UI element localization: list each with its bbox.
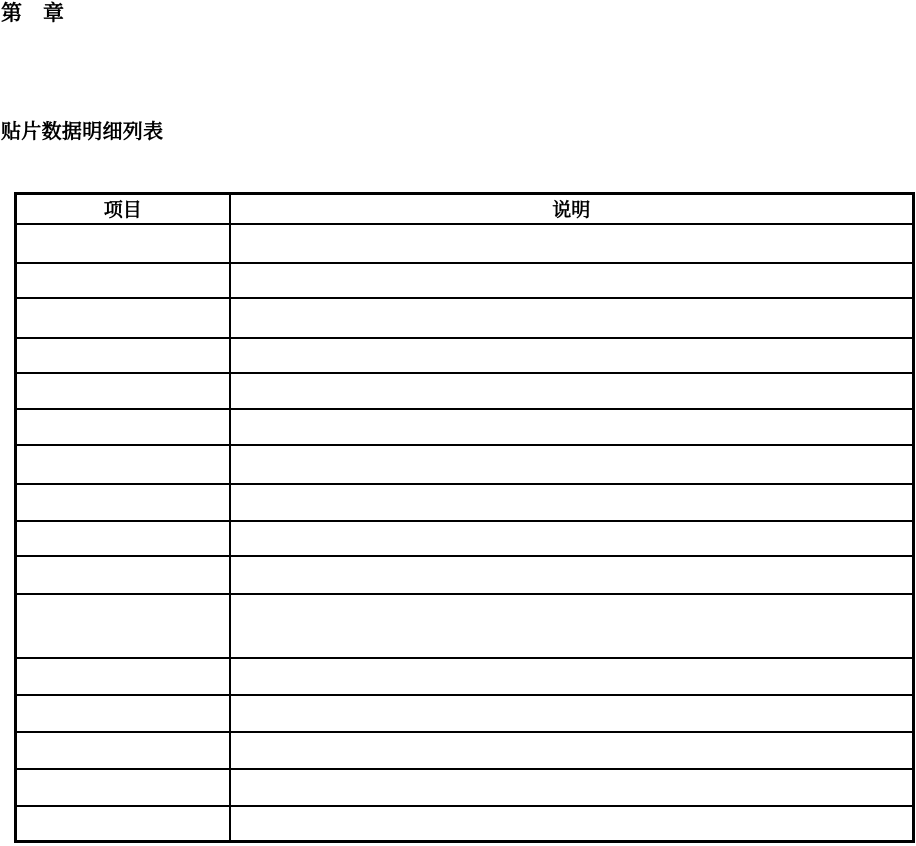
cell-description	[230, 263, 914, 298]
cell-item	[16, 695, 230, 732]
table-row	[16, 521, 914, 556]
chapter-heading: 第 章	[1, 2, 64, 25]
cell-description	[230, 658, 914, 695]
table-row	[16, 484, 914, 521]
table-row	[16, 224, 914, 263]
cell-description	[230, 409, 914, 445]
cell-description	[230, 594, 914, 658]
table-row	[16, 373, 914, 409]
table-row	[16, 445, 914, 484]
table-row	[16, 594, 914, 658]
cell-description	[230, 445, 914, 484]
cell-item	[16, 521, 230, 556]
cell-description	[230, 806, 914, 842]
section-title: 贴片数据明细列表	[1, 121, 164, 143]
cell-item	[16, 298, 230, 338]
cell-item	[16, 484, 230, 521]
table-row	[16, 556, 914, 594]
cell-description	[230, 373, 914, 409]
smt-data-detail-table	[14, 192, 915, 843]
cell-item	[16, 732, 230, 769]
cell-description	[230, 298, 914, 338]
cell-item	[16, 556, 230, 594]
cell-item	[16, 409, 230, 445]
table-row	[16, 806, 914, 842]
table-row	[16, 263, 914, 298]
cell-item	[16, 594, 230, 658]
cell-description	[230, 732, 914, 769]
cell-description	[230, 521, 914, 556]
table-row	[16, 298, 914, 338]
cell-item	[16, 445, 230, 484]
cell-item	[16, 338, 230, 373]
table-row	[16, 732, 914, 769]
cell-item	[16, 769, 230, 806]
table-header-row	[16, 194, 914, 224]
table-row	[16, 338, 914, 373]
table-body	[16, 224, 914, 842]
col-header-description: 说明	[230, 194, 914, 224]
cell-item	[16, 224, 230, 263]
cell-item	[16, 263, 230, 298]
cell-description	[230, 556, 914, 594]
cell-description	[230, 695, 914, 732]
table-row	[16, 695, 914, 732]
table-row	[16, 409, 914, 445]
cell-description	[230, 484, 914, 521]
col-header-item: 项目	[16, 194, 230, 224]
cell-item	[16, 373, 230, 409]
cell-item	[16, 806, 230, 842]
cell-description	[230, 338, 914, 373]
cell-description	[230, 769, 914, 806]
table-row	[16, 769, 914, 806]
cell-item	[16, 658, 230, 695]
table-row	[16, 658, 914, 695]
cell-description	[230, 224, 914, 263]
